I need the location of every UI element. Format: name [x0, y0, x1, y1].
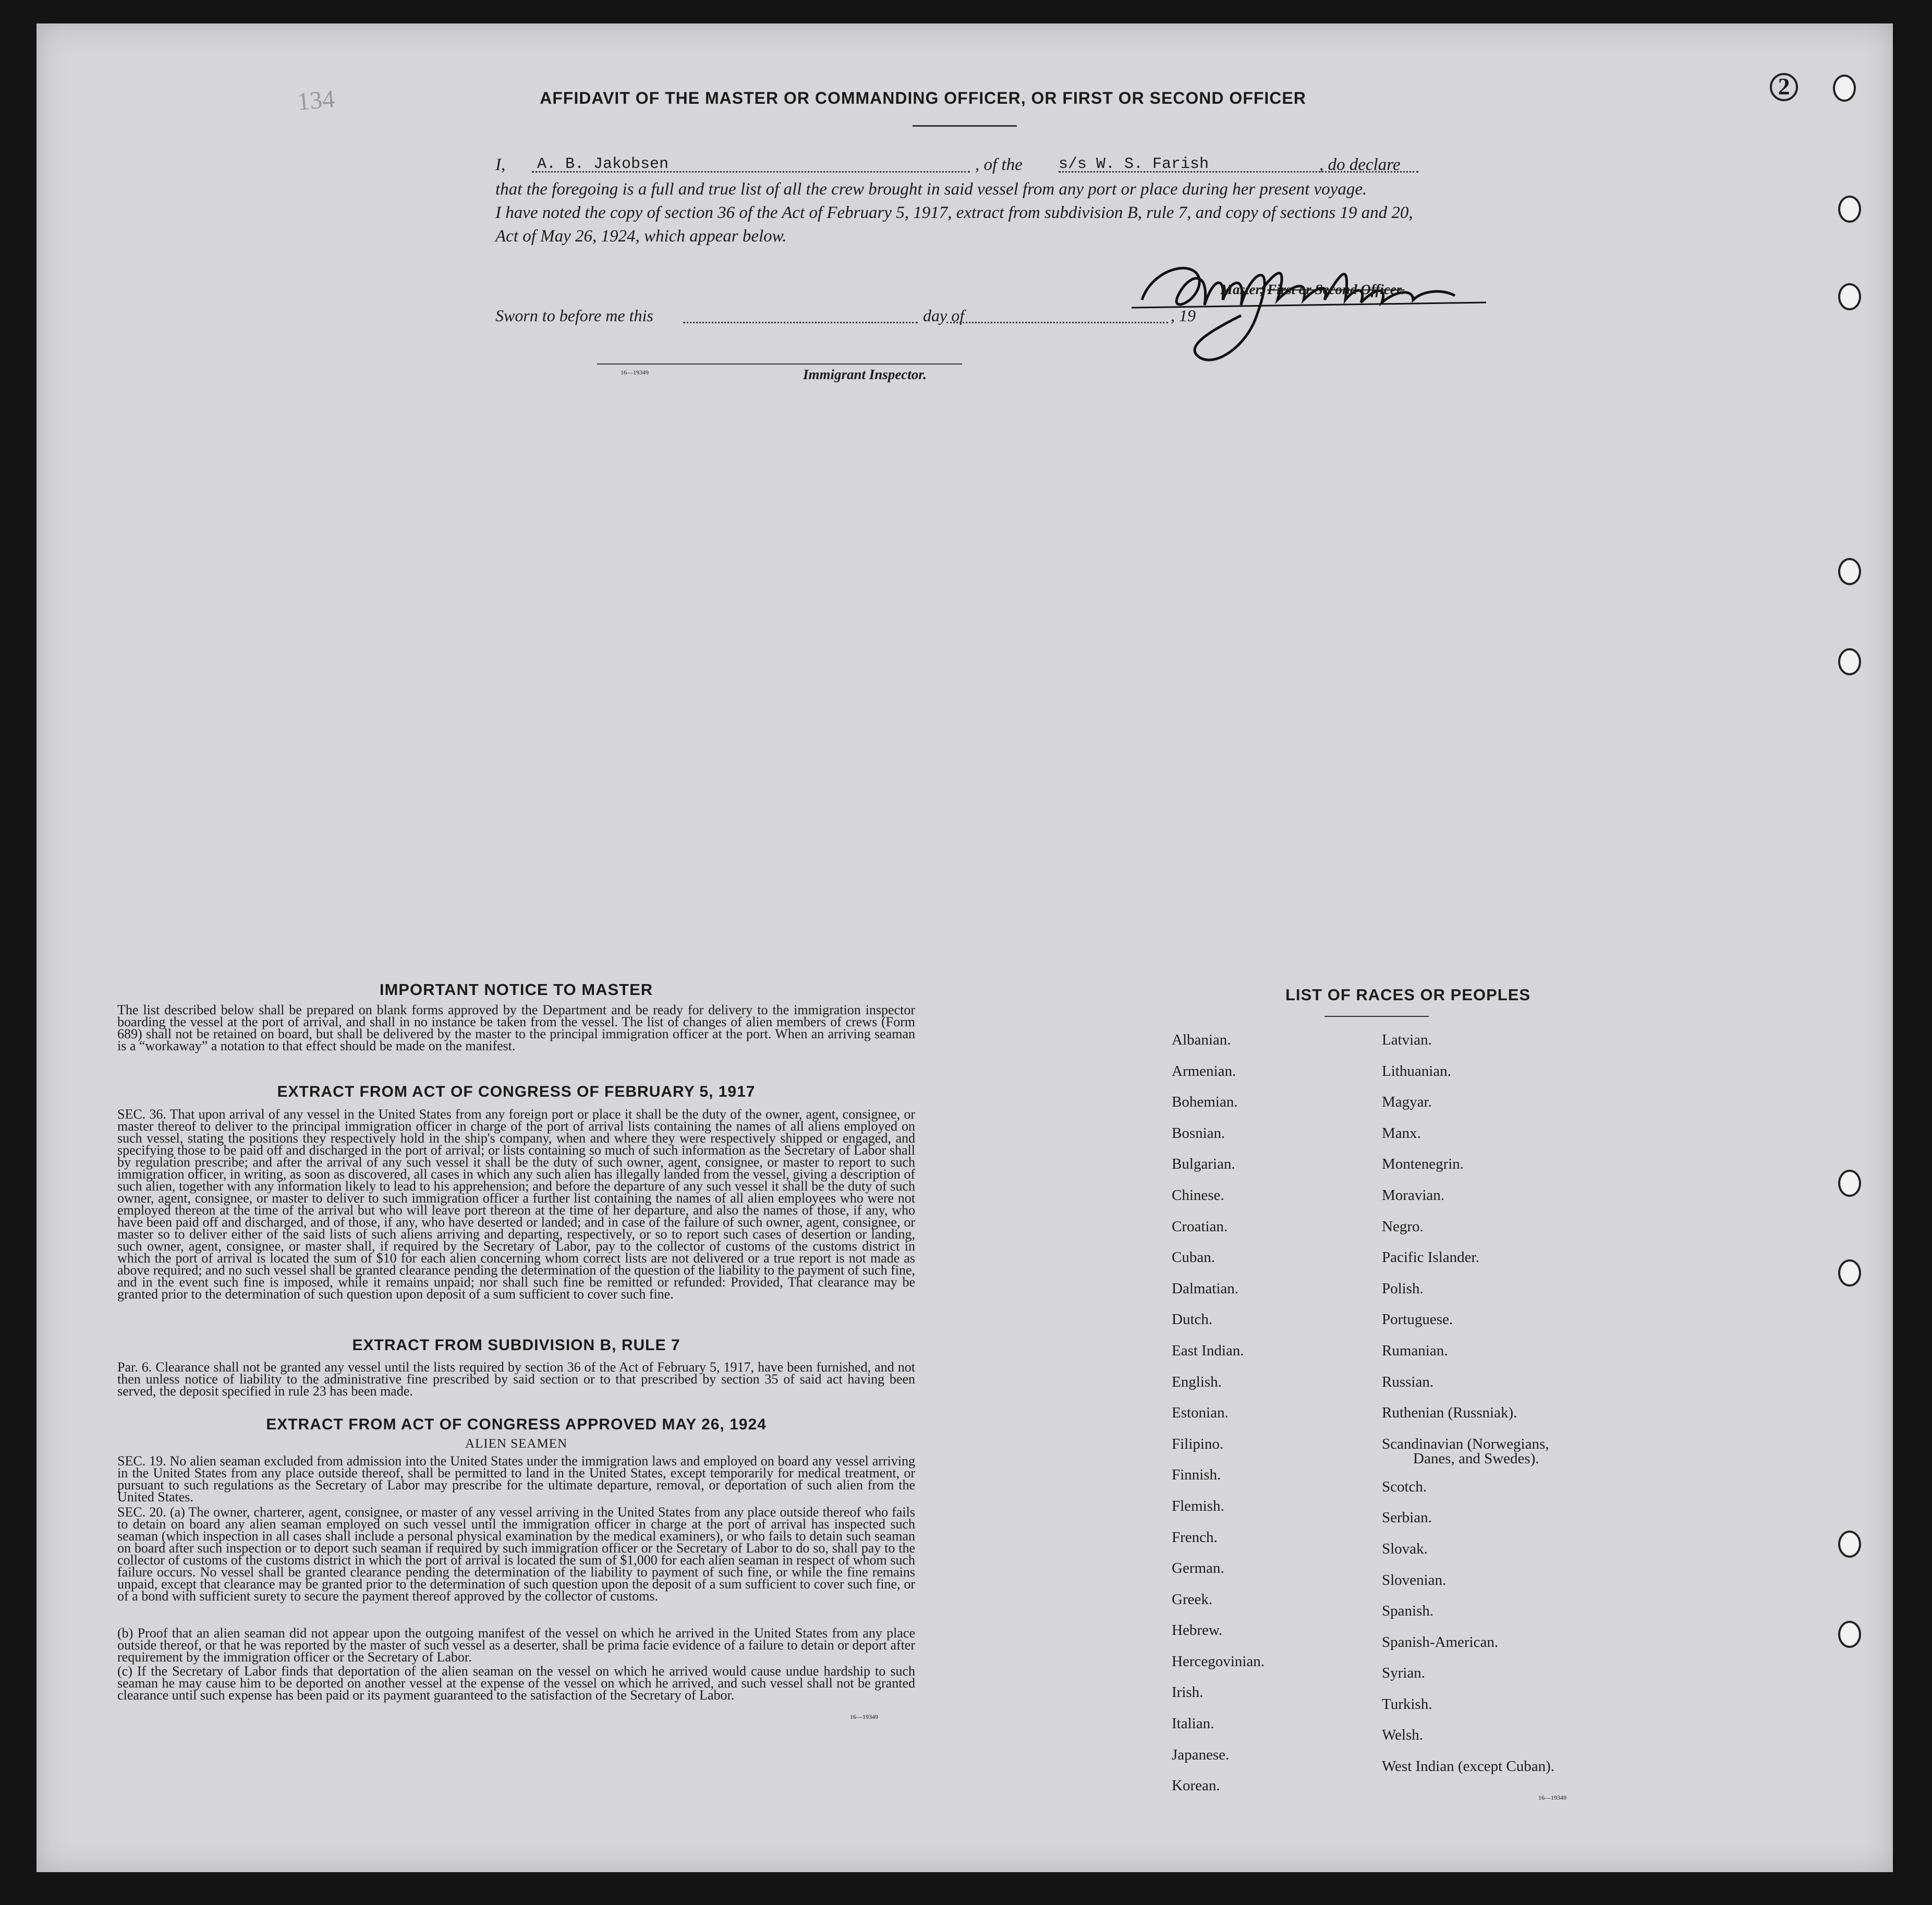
day-dotline [946, 322, 1168, 323]
subdivision-b-body: Par. 6. Clearance shall not be granted any vessel until the lists required by section 36 of the Act of February 5, 1917, have been furnished, and not then unless notice of liability to the administrative fine prescribed by said section or to that prescribed by section 35 of said act having been served, the deposit specified in rule 23 has been made. [117, 1360, 915, 1399]
race-item: Bulgarian. [1172, 1156, 1235, 1173]
race-item: Japanese. [1172, 1746, 1230, 1763]
race-item: Estonian. [1172, 1404, 1229, 1422]
sworn-dotline [683, 322, 918, 323]
race-item: Slovak. [1382, 1540, 1428, 1557]
binder-hole [1838, 648, 1861, 675]
binder-hole [1838, 1259, 1861, 1287]
title-rule [913, 125, 1017, 127]
notice-title: IMPORTANT NOTICE TO MASTER [379, 980, 653, 999]
sworn-text: Sworn to before me this [495, 306, 653, 325]
race-item: Scotch. [1382, 1478, 1427, 1495]
extract-1924-sec19: SEC. 19. No alien seaman excluded from admission into the United States under the immigration laws and employed on board any vessel arriving in the United States from any place outside thereof, shall be permitted to land in the United States, except temporarily for medical treatment, or pursuant to such regulations as the Secretary of Labor may prescribe for the ultimate departure, removal, or deportation of such alien from the United States. [117, 1453, 915, 1504]
race-item: Korean. [1172, 1777, 1220, 1794]
race-item: Hebrew. [1172, 1622, 1223, 1639]
race-item: Negro. [1382, 1218, 1424, 1235]
extract-1924-title: EXTRACT FROM ACT OF CONGRESS APPROVED MAY 26, 1924 [266, 1416, 767, 1433]
race-item: Flemish. [1172, 1497, 1224, 1514]
race-item: Croatian. [1172, 1218, 1228, 1235]
race-item: English. [1172, 1373, 1222, 1390]
race-item: Serbian. [1382, 1509, 1432, 1526]
affidavit-line1 [495, 155, 1538, 179]
of-the-text: , of the [975, 155, 1023, 174]
race-item: Finnish. [1172, 1466, 1221, 1484]
race-item: Cuban. [1172, 1249, 1215, 1266]
signature-caption [1220, 282, 1405, 298]
subdivision-b-title: EXTRACT FROM SUBDIVISION B, RULE 7 [352, 1337, 681, 1354]
race-item: Magyar. [1382, 1094, 1432, 1111]
vessel-dotline [1059, 171, 1418, 173]
affidavit-line3: I have noted the copy of section 36 of the Act of February 5, 1917, extract from subdivision B, rule 7, and copy of sections 19 and 20, [495, 203, 1413, 222]
race-item: Syrian. [1382, 1665, 1425, 1682]
race-item: Bohemian. [1172, 1094, 1238, 1111]
race-item: Filipino. [1172, 1435, 1224, 1452]
extract-1924-sec20c: (c) If the Secretary of Labor finds that deportation of the alien seaman on the vessel on which he arrived would cause undue hardship to such seaman he may cause him to be deported on another vessel at the expense of the vessel on which he arrived, and such vessel shall not be granted clearance until such expense has been paid or its payment guaranteed to the satisfaction of the Secretary of Labor. [117, 1664, 915, 1703]
race-item: Rumanian. [1382, 1342, 1448, 1359]
race-item: Polish. [1382, 1280, 1424, 1297]
page-number: 2 [1770, 73, 1798, 101]
year-prefix: , 19 [1171, 306, 1196, 325]
race-item: Albanian. [1172, 1032, 1231, 1048]
extract-1924-subtitle: ALIEN SEAMEN [465, 1437, 567, 1451]
inspector-rule [597, 363, 962, 365]
race-item: Spanish. [1382, 1603, 1434, 1620]
race-item: Spanish-American. [1382, 1633, 1499, 1651]
extract-1917-title: EXTRACT FROM ACT OF CONGRESS OF FEBRUARY 5, 1917 [277, 1083, 756, 1100]
races-right-column [1382, 1025, 1674, 1782]
race-item: Montenegrin. [1382, 1156, 1464, 1173]
master-name: A. B. Jakobsen [537, 155, 669, 173]
race-item: Turkish. [1382, 1695, 1432, 1713]
caption-struck: First or Second Officer. [1267, 282, 1405, 297]
affidavit-i: I, [495, 155, 506, 174]
race-item: Bosnian. [1172, 1124, 1225, 1142]
race-item: West Indian (except Cuban). [1382, 1758, 1555, 1775]
races-form-number: 16—19349 [1538, 1794, 1566, 1801]
caption-master: Master, [1220, 282, 1264, 297]
extract-form-number: 16—19349 [850, 1713, 878, 1720]
race-item: Chinese. [1172, 1186, 1224, 1204]
binder-hole [1838, 196, 1861, 223]
race-item: Moravian. [1382, 1186, 1444, 1204]
document-page [37, 23, 1893, 1872]
day-of-text: day of [923, 306, 965, 325]
race-item: East Indian. [1172, 1342, 1244, 1359]
affidavit-title: AFFIDAVIT OF THE MASTER OR COMMANDING OFFICER, OR FIRST OR SECOND OFFICER [540, 89, 1306, 107]
master-signature [1121, 237, 1497, 373]
affidavit-line4: Act of May 26, 1924, which appear below. [495, 227, 787, 246]
binder-hole [1833, 75, 1856, 102]
races-title: LIST OF RACES OR PEOPLES [1285, 986, 1531, 1004]
race-item: French. [1172, 1528, 1218, 1546]
race-item: Irish. [1172, 1684, 1204, 1701]
races-left-column [1172, 1025, 1370, 1802]
sworn-line [495, 306, 1225, 330]
race-item: Hercegovinian. [1172, 1653, 1265, 1670]
race-item: German. [1172, 1560, 1224, 1577]
affidavit-form-number: 16—19349 [621, 369, 649, 376]
race-item: Welsh. [1382, 1727, 1424, 1744]
notice-body: The list described below shall be prepared on blank forms approved by the Department and be ready for delivery to the immigration inspector boarding the vessel at the port of arrival, and shall in no instance be taken from the vessel. The list of changes of alien members of crews (Form 689) shall not be retained on board, but shall be delivered by the master to the principal immigration officer at the port. When an arriving seaman is a “workaway” a notation to that effect should be made on the manifest. [117, 1002, 915, 1053]
binder-hole [1838, 558, 1861, 585]
race-item: Dutch. [1172, 1311, 1213, 1328]
affidavit-line2: that the foregoing is a full and true list of all the crew brought in said vessel from any port or place during her present voyage. [495, 180, 1367, 199]
extract-1917-body: SEC. 36. That upon arrival of any vessel in the United States from any foreign port or place it shall be the duty of the owner, agent, consignee, or master thereof to deliver to the principal immigration officer in charge of the port of arrival lists containing the names of all aliens employed on such vessel, stating the positions they respectively hold in the ship's company, when and where they were respectively shipped or engaged, and specifying those to be paid off and discharged in the port of arrival; or lists containing so much of such information as the Secretary of Labor shall by regulation prescribe; and after the arrival of any such vessel it shall be the duty of such owner, agent, consignee, or master to report to such immigration officer, in writing, as soon as discovered, all cases in which any such alien has illegally landed from the vessel, giving a description of such alien, together with any information likely to lead to his apprehension; and before the departure of any such vessel it shall be the duty of such owner, agent, consignee, or master to deliver to such immigration officer a further list containing the names of all alien employees who were not employed thereon at the time of the arrival but who will leave port thereon at the time of her departure, and also the names of those, if any, who have been paid off and discharged, and of those, if any, who have deserted or landed; and in case of the failure of such owner, agent, consignee, or master so to deliver either of the said lists of such aliens arriving and departing, respectively, or so to report such cases of desertion or landing, such owner, agent, consignee, or master shall, if required by the Secretary of Labor, pay to the collector of customs of the customs district in which the port of arrival is located the sum of $10 for each alien concerning whom correct lists are not delivered or a true report is not made as above required; and no such vessel shall be granted clearance pending the determination of the question of the liability to the payment of such fine, and in the event such fine is imposed, while it remains unpaid; nor shall such fine be remitted or refunded: Provided, That clearance may be granted prior to the determination of such question upon deposit of a sum sufficient to cover such fine. [117, 1107, 915, 1302]
race-item: Armenian. [1172, 1062, 1236, 1079]
race-item: Pacific Islander. [1382, 1249, 1479, 1266]
race-item: Latvian. [1382, 1032, 1432, 1048]
race-item: Ruthenian (Russniak). [1382, 1404, 1517, 1422]
corner-number: 134 [296, 84, 336, 116]
race-item: Greek. [1172, 1591, 1213, 1608]
inspector-label: Immigrant Inspector. [803, 367, 927, 382]
extract-1924-sec20a: SEC. 20. (a) The owner, charterer, agent, consignee, or master of any vessel arriving in the United States from any place outside thereof who fails to detain on board any alien seaman employed on such vessel until the immigration officer in charge at the port of arrival has inspected such seaman (which inspection in all cases shall include a personal physical examination by the medical examiners), or who fails to detain such seaman on board after such inspection or to deport such seaman if required by such immigration officer or the Secretary of Labor to do so, shall pay to the collector of customs of the customs district in which the port of arrival is located the sum of $1,000 for each alien seaman in respect of whom such failure occurs. No vessel shall be granted clearance pending the determination of the liability to payment of such fine, or while the fine remains unpaid, except that clearance may be granted prior to the determination of such question upon the deposit of a sum sufficient to cover such fine, or of a bond with sufficient surety to secure the payment thereof approved by the collector of customs. [117, 1504, 915, 1604]
race-item: Slovenian. [1382, 1571, 1447, 1588]
do-declare-text: , do declare [1319, 155, 1401, 174]
race-item: Russian. [1382, 1373, 1434, 1390]
race-item: Dalmatian. [1172, 1280, 1239, 1297]
binder-hole [1838, 1621, 1861, 1648]
race-item: Scandinavian (Norwegians, [1382, 1435, 1549, 1452]
race-item: Manx. [1382, 1124, 1421, 1142]
race-item: Portuguese. [1382, 1311, 1453, 1328]
race-item: Italian. [1172, 1715, 1214, 1732]
binder-hole [1838, 1170, 1861, 1197]
races-rule [1325, 1016, 1429, 1017]
name-dotline [532, 171, 970, 173]
vessel-name: s/s W. S. Farish [1059, 155, 1209, 173]
binder-hole [1838, 1531, 1861, 1558]
extract-1924-sec20b: (b) Proof that an alien seaman did not appear upon the outgoing manifest of the vessel on which he arrived in the United States from any place outside thereof, or that he was reported by the master of such vessel as a deserter, shall be prima facie evidence of a failure to detain or deport after requirement by the immigration officer or the Secretary of Labor. [117, 1625, 915, 1665]
binder-hole [1838, 283, 1861, 310]
race-item: Danes, and Swedes). [1413, 1450, 1539, 1467]
race-item: Lithuanian. [1382, 1062, 1451, 1079]
